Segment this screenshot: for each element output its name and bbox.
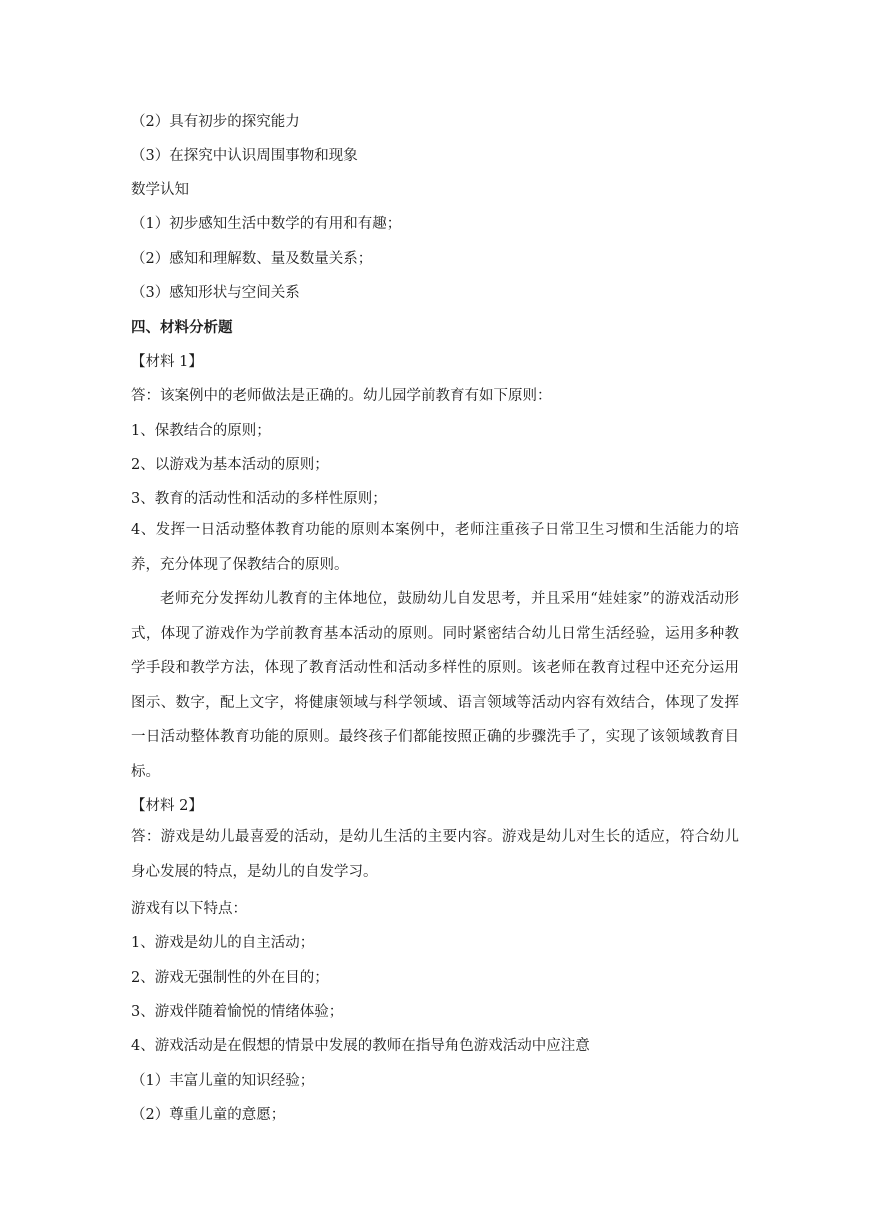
text-line: 2、以游戏为基本活动的原则； [131, 457, 329, 473]
text-line: （1）丰富儿童的知识经验； [131, 1073, 315, 1089]
text-line: 3、教育的活动性和活动的多样性原则； [131, 491, 387, 507]
text-line: 1、游戏是幼儿的自主活动； [131, 935, 315, 951]
material-heading: 【材料 2】 [131, 798, 203, 814]
text-line: （3）在探究中认识周围事物和现象 [131, 148, 358, 164]
text-line: 2、游戏无强制性的外在目的； [131, 970, 329, 986]
section-heading: 四、材料分析题 [131, 319, 233, 336]
paragraph: 答：游戏是幼儿最喜爱的活动，是幼儿生活的主要内容。游戏是幼儿对生长的适应，符合幼儿身心发展的特点，是幼儿的自发学习。 [131, 829, 739, 880]
text-line: （2）尊重儿童的意愿； [131, 1107, 286, 1123]
text-line: （3）感知形状与空间关系 [131, 285, 300, 301]
text-line: （2）具有初步的探究能力 [131, 114, 300, 130]
text-line: 答：该案例中的老师做法是正确的。幼儿园学前教育有如下原则： [131, 388, 552, 404]
text-line: 3、游戏伴随着愉悦的情绪体验； [131, 1004, 344, 1020]
text-line: 4、游戏活动是在假想的情景中发展的教师在指导角色游戏活动中应注意 [131, 1038, 590, 1054]
section-subheading: 数学认知 [131, 182, 189, 198]
text-line: （2）感知和理解数、量及数量关系； [131, 251, 373, 267]
paragraph: 4、发挥一日活动整体教育功能的原则本案例中，老师注重孩子日常卫生习惯和生活能力的培养，充分体现了保教结合的原则。 [131, 522, 739, 573]
text-line: （1）初步感知生活中数学的有用和有趣； [131, 216, 402, 232]
paragraph: 老师充分发挥幼儿教育的主体地位，鼓励幼儿自发思考，并且采用“娃娃家”的游戏活动形式，体现了游戏作为学前教育基本活动的原则。同时紧密结合幼儿日常生活经验，运用多种教学手段和教学方法，体现了教育活动性和活动多样性的原则。该老师在教育过程中还充分运用图示、数字，配上文字，将健康领域与科学领域、语言领域等活动内容有效结合，体现了发挥一日活动整体教育功能的原则。最终孩子们都能按照正确的步骤洗手了，实现了该领域教育目标。 [131, 591, 739, 780]
text-line: 1、保教结合的原则； [131, 423, 271, 439]
text-line: 游戏有以下特点： [131, 901, 247, 917]
material-heading: 【材料 1】 [131, 354, 203, 370]
